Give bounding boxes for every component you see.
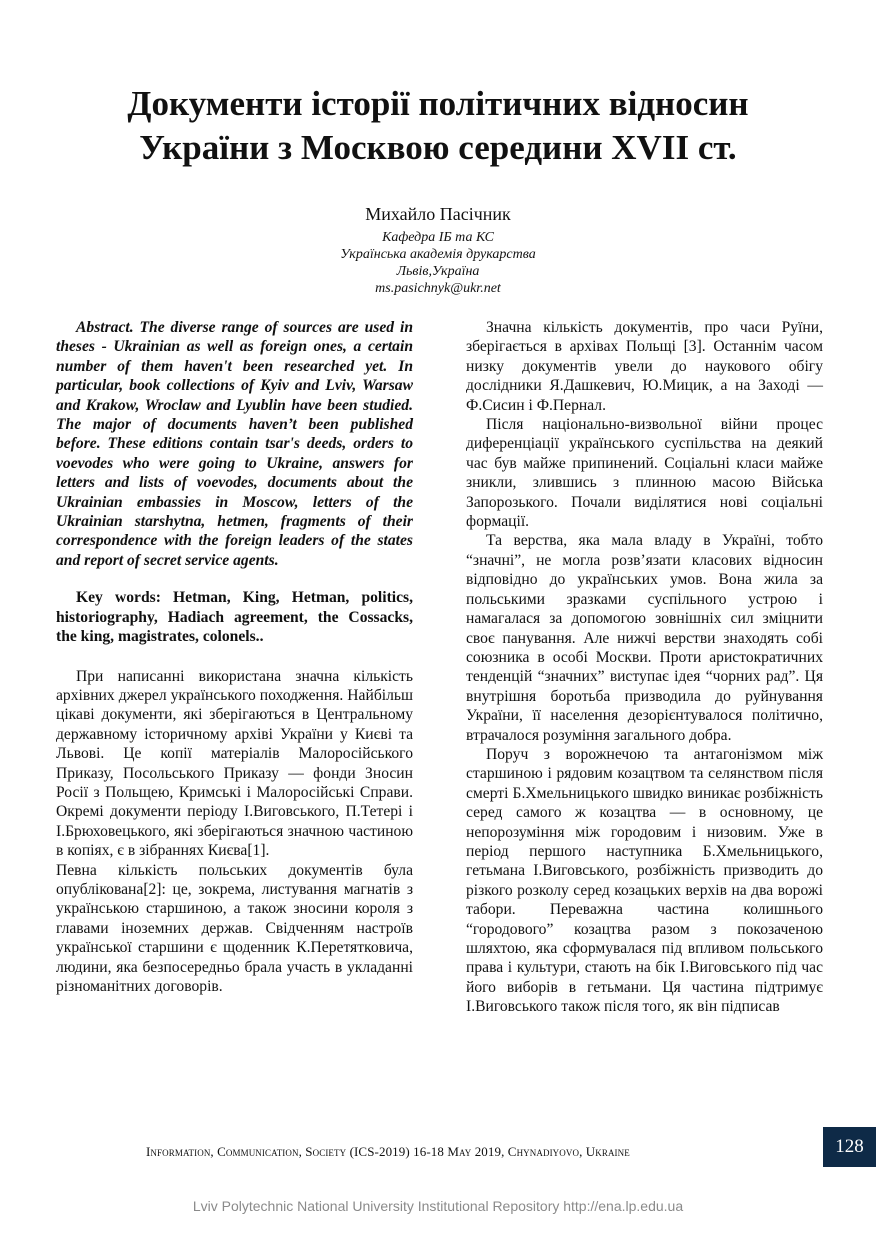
- author-name: Михайло Пасічник: [365, 204, 511, 224]
- right-paragraph-1: Значна кількість документів, про часи Руїни, зберігається в архівах Польщі [3]. Останнім часом низку документів увели до наукового обігу дослідники Я.Дашкевич, Ю.Мицик, а на Заході — Ф.Сисин і Ф.Пернал.: [466, 319, 823, 414]
- right-paragraph-2: Після національно-визвольної війни процес диференціації українського суспільства на деякий час був майже припинений. Соціальні класи майже зникли, злившись з плинною масою Війська Запорозького. Почали виділятися нові соціальні формації.: [466, 416, 823, 531]
- repository-watermark[interactable]: Lviv Polytechnic National University Institutional Repository http://ena.lp.edu.ua: [192, 1198, 684, 1214]
- paper-title: [40, 82, 836, 170]
- right-paragraph-4: Поруч з ворожнечою та антагонізмом між старшиною і рядовим козацтвом та селянством після смерті Б.Хмельницького швидко виникає розбіжність серед самого ж козацтва — в основному, це непорозуміння між городовим і низовим. Уже в період першого наступника Б.Хмельницького, гетьмана І.Виговського, розбіжність призводить до різкого розколу серед козацьких верхів на два ворожі табори. Переважна частина колишнього “городового” козацтва разом з покозаченою шляхтою, яка сформувалася під впливом польського права і культури, стають на бік І.Виговського під час його виборів в гетьмани. Ця частина підтримує І.Виговського також після того, як він підписав: [466, 745, 823, 1016]
- left-paragraph-2: Певна кількість польських документів була опублікована[2]: це, зокрема, листування магнатів з українською старшиною, а також зносини короля з главами іноземних держав. Свідченням настроїв української старшини є щоденник К.Перетятковича, людини, яка безпосередньо брала участь в укладанні різноманітних договорів.: [56, 861, 413, 995]
- abstract: Abstract. The diverse range of sources are used in theses - Ukrainian as well as foreign ones, a certain number of them haven't been researched yet. In particular, book collections of Kyiv and Lviv, Warsaw and Krakow, Wroclaw and Lyublin have been studied. The major of documents haven’t been published before. These editions contain tsar's deeds, orders to voevodes who were going to Ukraine, answers for letters and lists of voevodes, documents about the Ukrainian embassies in Moscow, letters of the Ukrainian starshytna, hetmen, fragments of their correspondence with the foreign leaders of the states and report of secret service agents.: [56, 319, 413, 569]
- author-department: Кафедра ІБ та КС: [382, 230, 494, 245]
- title-line-2: України з Москвою середини XVII ст.: [139, 128, 737, 167]
- left-column: [56, 318, 413, 996]
- left-paragraph-1: При написанні використана значна кількість архівних джерел українського походження. Найбільш цікаві документи, які зберігаються в Центральному державному історичному архіві України у Києві та Львові. Це копії матеріалів Малоросійського Приказу, Посольського Приказу — фонди Зносин Росії з Польщею, Кримські і Малоросійські Справи. Окремі документи періоду І.Виговського, П.Тетері і І.Брюховецького, які зберігаються значною частиною в копіях, є в зібраннях Києва[1].: [56, 667, 413, 860]
- author-institution: Українська академія друкарства: [340, 247, 536, 262]
- author-location: Львів,Україна: [396, 264, 480, 279]
- keywords: Key words: Hetman, King, Hetman, politics, historiography, Hadiach agreement, the Cossacks, the king, magistrates, colonels..: [56, 589, 413, 646]
- conference-footer: Information, Communication, Society (ICS-2019) 16-18 May 2019, Chynadiyovo, Ukraine: [146, 1144, 630, 1159]
- right-paragraph-3: Та верства, яка мала владу в Україні, тобто “значні”, не могла розв’язати класових відносин відповідно до українських умов. Вона жила за польськими зразками суспільного устрою і намагалася за допомогою зовнішніх сил зміцнити своє панування. Але нижчі верстви знаходять собі союзника в особі Москви. Проти аристократичних тенденцій “значних” виступає ідея “чорних рад”. Ця внутрішня боротьба призводила до руйнування України, її населення дезорієнтувалося політично, втрачалося розуміння загального добра.: [466, 532, 823, 744]
- author-email[interactable]: ms.pasichnyk@ukr.net: [375, 281, 501, 296]
- page-number-badge: 128: [823, 1127, 876, 1167]
- title-line-1: Документи історії політичних відносин: [127, 84, 749, 123]
- right-column: [466, 318, 823, 1017]
- author-block: [200, 203, 676, 297]
